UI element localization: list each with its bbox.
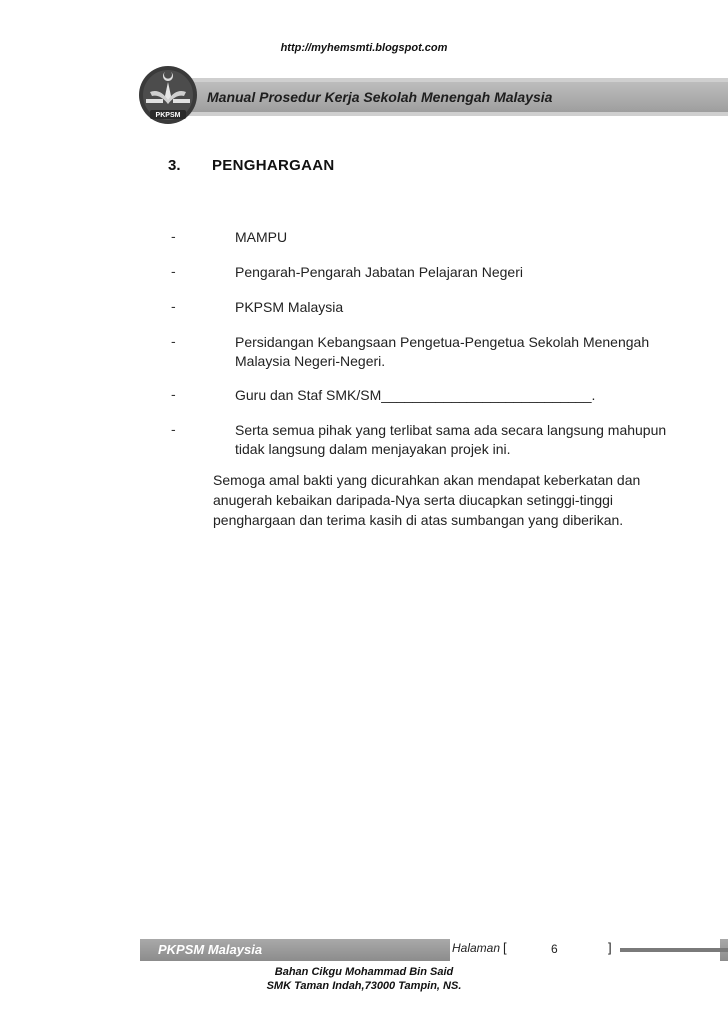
page-number: 6	[551, 942, 558, 956]
list-dash: -	[171, 263, 176, 279]
header-url: http://myhemsmti.blogspot.com	[280, 42, 448, 54]
list-dash: -	[171, 298, 176, 314]
pkpsm-logo-icon	[138, 62, 198, 128]
footer-credit-line2: SMK Taman Indah,73000 Tampin, NS.	[266, 980, 462, 992]
list-dash: -	[171, 421, 176, 437]
list-item-text: Guru dan Staf SMK/SM___________________________.	[235, 387, 596, 403]
document-title: Manual Prosedur Kerja Sekolah Menengah Malaysia	[207, 89, 553, 105]
svg-text:PKPSM: PKPSM	[155, 112, 181, 119]
list-item-text: MAMPU	[235, 229, 288, 245]
closing-paragraph: Semoga amal bakti yang dicurahkan akan mendapat keberkatan dan anugerah kebaikan daripada-Nya serta diucapkan setinggi-tinggi penghargaan dan terima kasih di atas sumbangan yang diberikan.	[213, 472, 641, 528]
list-item-text: Pengarah-Pengarah Jabatan Pelajaran Negeri	[235, 264, 523, 280]
footer-bracket-close: ]	[608, 940, 612, 955]
footer-credit-line1: Bahan Cikgu Mohammad Bin Said	[274, 966, 454, 978]
list-dash: -	[171, 386, 176, 402]
list-dash: -	[171, 228, 176, 244]
section-number: 3.	[168, 157, 181, 174]
section-title: PENGHARGAAN	[212, 157, 335, 174]
footer-bracket-open: [	[503, 940, 507, 955]
list-item-text: Persidangan Kebangsaan Pengetua-Pengetua Sekolah Menengah Malaysia Negeri-Negeri.	[235, 334, 650, 369]
footer-page-word: Halaman	[452, 941, 501, 955]
footer-rule	[620, 948, 728, 952]
footer-label: PKPSM Malaysia	[158, 942, 263, 957]
list-dash: -	[171, 333, 176, 349]
list-item-text: PKPSM Malaysia	[235, 299, 344, 315]
list-item-text: Serta semua pihak yang terlibat sama ada secara langsung mahupun tidak langsung dalam menjayakan projek ini.	[235, 422, 667, 457]
